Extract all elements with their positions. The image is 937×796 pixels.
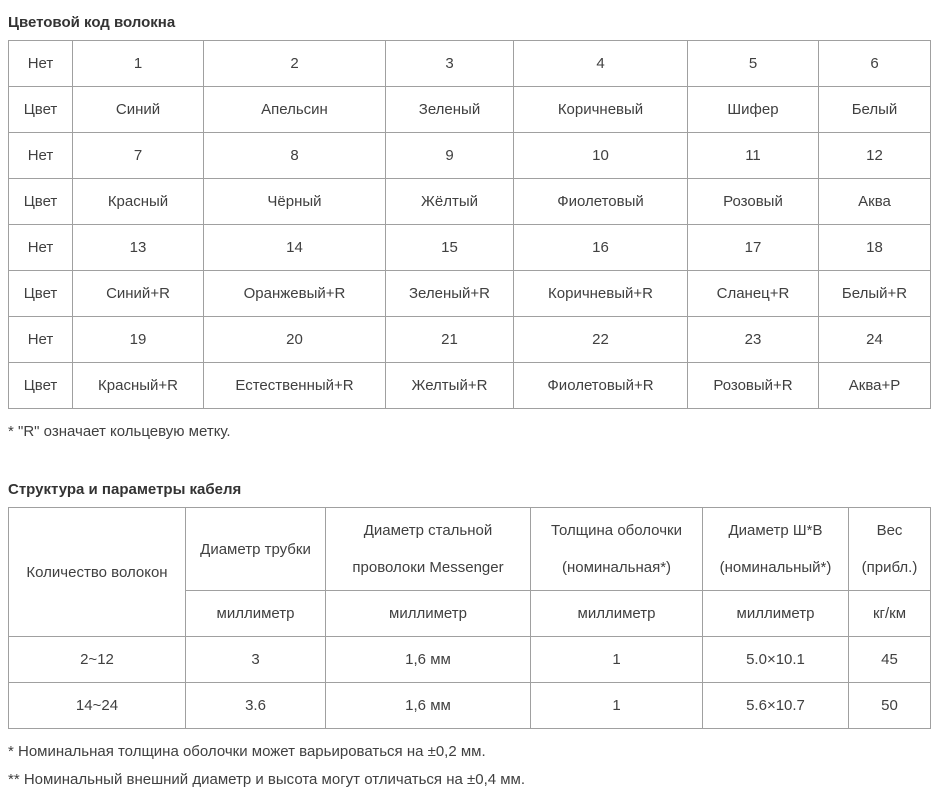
value-cell: 50 (849, 683, 931, 729)
fiber-color-cell: Желтый+R (386, 363, 514, 409)
fiber-number-cell: 8 (204, 133, 386, 179)
value-cell: 5.0×10.1 (703, 637, 849, 683)
cable-footnote-diameter: ** Номинальный внешний диаметр и высота могут отличаться на ±0,4 мм. (8, 771, 526, 788)
fiber-number-cell: 11 (688, 133, 819, 179)
fiber-color-cell: Естественный+R (204, 363, 386, 409)
value-cell: 3 (186, 637, 326, 683)
row-label-cell: Нет (9, 225, 73, 271)
fiber-number-cell: 3 (386, 41, 514, 87)
fiber-number-cell: 4 (514, 41, 688, 87)
row-label-cell: Цвет (9, 179, 73, 225)
fiber-number-cell: 6 (819, 41, 931, 87)
value-cell: 3.6 (186, 683, 326, 729)
fiber-color-cell: Коричневый (514, 87, 688, 133)
table-row (9, 87, 931, 133)
column-header-cell: Толщина оболочки (номинальная*) (531, 508, 703, 591)
table-row (9, 179, 931, 225)
table-row (9, 683, 931, 729)
cable-structure-table (8, 507, 931, 729)
fiber-count-cell: 2~12 (9, 637, 186, 683)
row-label-cell: Цвет (9, 271, 73, 317)
value-cell: 1 (531, 637, 703, 683)
cable-structure-title: Структура и параметры кабеля (8, 481, 242, 498)
fiber-number-cell: 22 (514, 317, 688, 363)
fiber-number-cell: 13 (73, 225, 204, 271)
row-label-cell: Нет (9, 317, 73, 363)
fiber-color-cell: Фиолетовый (514, 179, 688, 225)
fiber-color-cell: Жёлтый (386, 179, 514, 225)
fiber-number-cell: 5 (688, 41, 819, 87)
fiber-color-cell: Оранжевый+R (204, 271, 386, 317)
fiber-color-code-title: Цветовой код волокна (8, 14, 176, 31)
fiber-number-cell: 1 (73, 41, 204, 87)
value-cell: 45 (849, 637, 931, 683)
table-row (9, 271, 931, 317)
unit-cell: миллиметр (326, 591, 531, 637)
fiber-color-cell: Красный (73, 179, 204, 225)
fiber-color-cell: Красный+R (73, 363, 204, 409)
value-cell: 1 (531, 683, 703, 729)
table-row (9, 133, 931, 179)
fiber-number-cell: 21 (386, 317, 514, 363)
unit-cell: миллиметр (186, 591, 326, 637)
value-cell: 1,6 мм (326, 683, 531, 729)
fiber-number-cell: 14 (204, 225, 386, 271)
fiber-number-cell: 19 (73, 317, 204, 363)
column-header-cell: Диаметр Ш*В (номинальный*) (703, 508, 849, 591)
fiber-number-cell: 12 (819, 133, 931, 179)
row-label-cell: Цвет (9, 87, 73, 133)
column-header-cell: Вес (прибл.) (849, 508, 931, 591)
fiber-color-cell: Фиолетовый+R (514, 363, 688, 409)
row-label-cell: Нет (9, 41, 73, 87)
value-cell: 5.6×10.7 (703, 683, 849, 729)
cable-footnote-thickness: * Номинальная толщина оболочки может варьироваться на ±0,2 мм. (8, 743, 486, 760)
fiber-color-cell: Аква (819, 179, 931, 225)
fiber-color-cell: Розовый+R (688, 363, 819, 409)
fiber-count-cell: 14~24 (9, 683, 186, 729)
value-cell: 1,6 мм (326, 637, 531, 683)
table-row (9, 363, 931, 409)
table-header-row (9, 508, 931, 591)
fiber-color-cell: Сланец+R (688, 271, 819, 317)
fiber-color-cell: Аква+Р (819, 363, 931, 409)
fiber-color-cell: Чёрный (204, 179, 386, 225)
fiber-number-cell: 10 (514, 133, 688, 179)
fiber-number-cell: 23 (688, 317, 819, 363)
fiber-color-cell: Апельсин (204, 87, 386, 133)
fiber-number-cell: 17 (688, 225, 819, 271)
unit-cell: миллиметр (703, 591, 849, 637)
row-label-cell: Цвет (9, 363, 73, 409)
fiber-color-code-table (8, 40, 931, 409)
row-label-cell: Нет (9, 133, 73, 179)
fiber-number-cell: 16 (514, 225, 688, 271)
fiber-number-cell: 7 (73, 133, 204, 179)
fiber-ring-mark-footnote: * "R" означает кольцевую метку. (8, 423, 231, 440)
table-row (9, 637, 931, 683)
table-row (9, 225, 931, 271)
fiber-color-cell: Синий+R (73, 271, 204, 317)
unit-cell: миллиметр (531, 591, 703, 637)
fiber-color-cell: Коричневый+R (514, 271, 688, 317)
unit-cell: кг/км (849, 591, 931, 637)
table-row (9, 317, 931, 363)
fiber-color-cell: Розовый (688, 179, 819, 225)
table-row (9, 41, 931, 87)
column-header-cell: Диаметр трубки (186, 508, 326, 591)
fiber-number-cell: 2 (204, 41, 386, 87)
fiber-color-cell: Шифер (688, 87, 819, 133)
fiber-number-cell: 9 (386, 133, 514, 179)
fiber-color-cell: Белый (819, 87, 931, 133)
fiber-color-cell: Белый+R (819, 271, 931, 317)
fiber-color-cell: Зеленый (386, 87, 514, 133)
column-header-cell: Диаметр стальной проволоки Messenger (326, 508, 531, 591)
fiber-number-cell: 18 (819, 225, 931, 271)
fiber-number-cell: 24 (819, 317, 931, 363)
fiber-color-cell: Синий (73, 87, 204, 133)
fiber-number-cell: 20 (204, 317, 386, 363)
fiber-color-cell: Зеленый+R (386, 271, 514, 317)
fiber-count-header-cell: Количество волокон (9, 508, 186, 637)
fiber-number-cell: 15 (386, 225, 514, 271)
